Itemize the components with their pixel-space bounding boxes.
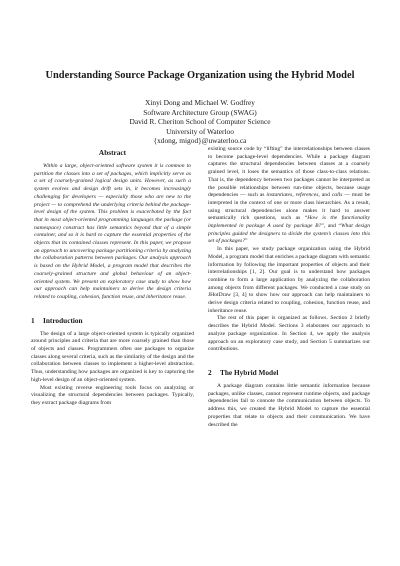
section-1-heading: [31, 316, 194, 325]
right-column: [208, 146, 370, 429]
section-1-title: Introduction: [43, 315, 83, 325]
term-instantiates: instantiates: [266, 192, 293, 199]
term-references: references: [295, 192, 319, 199]
para-text: ”, and “: [321, 223, 341, 230]
section-2-heading: [208, 368, 370, 377]
para-text: , and: [318, 192, 332, 199]
abstract-text: Within a large, object-oriented software system it is common to partition the classes into a set of packages, which implicitly serve as a set of coarsely-grained logical design units. However, as such a system evolves and design drift sets in, it becomes increasingly challenging for developers — especially those who are new to the project — to comprehend the underlying criteria behind the package-level design of the system. This problem is exacerbated by the fact that in most object-oriented programming languages the package (or namespace) construct has little semantics beyond that of a simple container, and so it is hard to capture the essential properties of the objects that its contained classes represent. In this paper, we propose an approach to uncovering package partitioning criteria by analyzing the collaboration patterns between packages. Our analysis approach is based on the Hybrid Model, a program model that describes the coarsely-grained structure and global behaviour of an object-oriented system. We present an exploratory case study to show how our approach can help maintainers to derive the design criteria related to coupling, cohesion, function reuse, and inheritance reuse.: [34, 163, 191, 300]
para-text: existing source code by “lifting” the interrelationships between classes to become package-level dependencies. While a package diagram captures the structural dependencies between classes at a coarsely grained level, it loses the semantics of those class-to-class relations. That is, the dependency between two packages cannot be interpreted as the possible relationships between run-time objects, because usage dependencies — such as: [208, 146, 370, 199]
term-calls: calls: [331, 192, 343, 199]
para-text: — must be interpreted in the context of one or more class hierarchies. As a result, using structural dependencies alone makes it hard to answer semantically rich questions, such as “: [208, 192, 370, 222]
section-1-number: 1: [31, 315, 35, 325]
para-text: ”: [244, 238, 248, 245]
author-emails: {xdong, migod}@uwaterloo.ca: [153, 136, 247, 146]
author-group: Software Architecture Group (SWAG): [143, 107, 257, 117]
question-1: How is the functionality implemented in package A used by package B?: [208, 215, 370, 230]
author-university: University of Waterloo: [166, 126, 234, 136]
abstract-heading: Abstract: [98, 148, 127, 157]
section-2-paragraph-1: A package diagram contains little semantic information because packages, unlike classes, cannot represent runtime objects, and package dependencies fail to connote the communication between objects. To address this, we created the Hybrid Model to capture the essential properties that relate to objects and their communication. We have described the: [208, 382, 370, 428]
intro-paragraph-approach: In this paper, we study package organization using the Hybrid Model, a program model that enriches a package diagram with semantic information by following the important properties of objects and their interrelationships [1, 2]. Our goal is to understand how packages combine to form a large application by analyzing the collaboration among objects from different packages. We conducted a case study on JHotDraw [3, 4] to show how our approach can help maintainers to derive design criteria related to coupling, cohesion, function reuse, and inheritance reuse.: [208, 246, 370, 314]
author-names: Xinyi Dong and Michael W. Godfrey: [144, 98, 256, 107]
author-block: [0, 98, 400, 146]
section-2-title: The Hybrid Model: [220, 367, 279, 377]
section-1-paragraph-2: Most existing reverse engineering tools focus on analyzing or visualizing the structural dependencies between packages. Typically, they extract package diagrams from: [31, 384, 194, 406]
section-1-paragraph-1: The design of a large object-oriented system is typically organized around principles and criteria that are more coarsely grained than those of objects and classes. Programmers often use packages to organize classes along several criteria, such as the similarity of the design and the collaboration between classes to implement a higher-level abstraction. Thus, understanding how packages are organized is key to capturing the high-level design of an object-oriented system.: [31, 330, 194, 383]
paper-title: Understanding Source Package Organization using the Hybrid Model: [45, 70, 355, 81]
intro-continued-paragraph: [208, 146, 370, 246]
left-column: [31, 146, 194, 408]
intro-paragraph-organization: The rest of this paper is organized as follows. Section 2 briefly describes the Hybrid Model. Sections 3 elaborates our approach to analyze package organization. In Section 4, we apply the analysis approach on an exploratory case study, and Section 5 summarizes our contributions.: [208, 315, 370, 353]
section-2-number: 2: [208, 367, 212, 377]
para-text: ,: [292, 192, 296, 199]
question-2: What design principles guided the designers to divide the system’s classes into this set of packages?: [208, 223, 370, 245]
author-school: David R. Cheriton School of Computer Science: [129, 117, 271, 127]
